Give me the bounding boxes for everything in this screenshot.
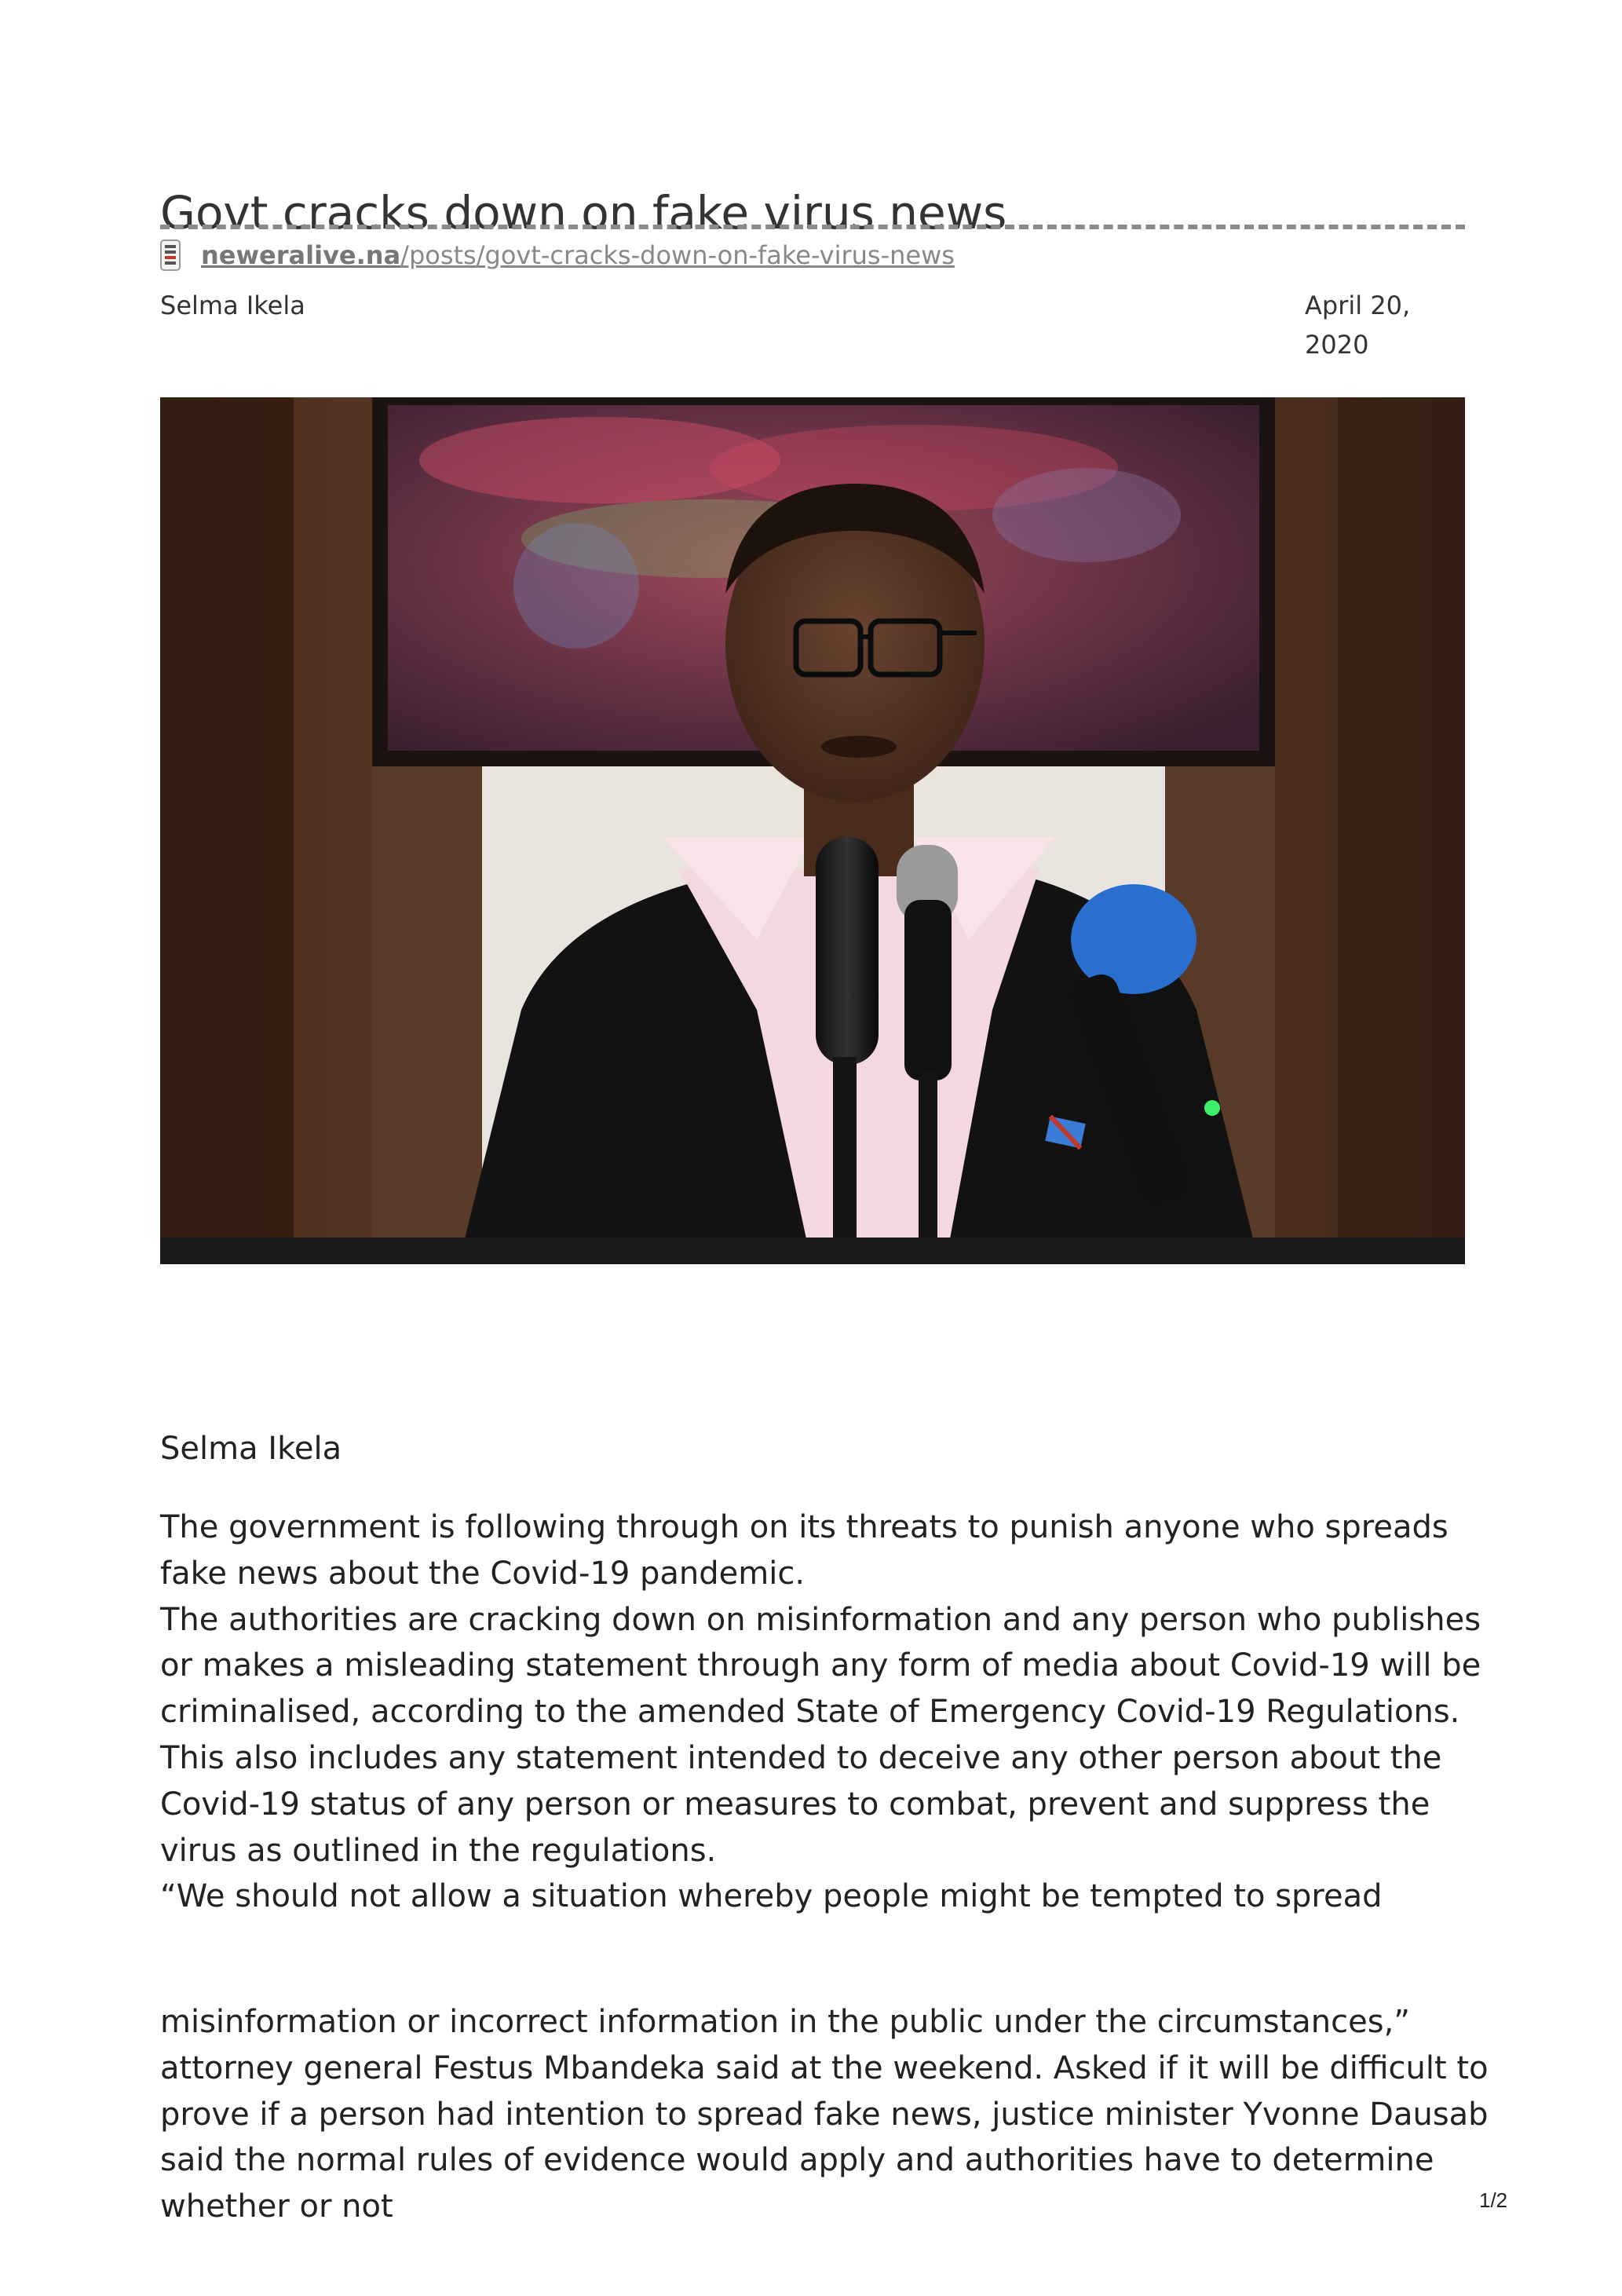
article-body-continuation: [160, 1999, 1495, 2230]
article-paragraph: The government is following through on its threats to punish anyone who spreads fake news about the Covid-19 pandemic.: [160, 1509, 1448, 1592]
byline-date-line1: April 20,: [1305, 291, 1411, 320]
newera-live-favicon-icon: [160, 239, 181, 271]
article-body: [160, 1504, 1495, 1920]
article-title: Govt cracks down on fake virus news: [160, 185, 1007, 239]
title-divider: [160, 225, 1465, 229]
source-url[interactable]: [160, 236, 955, 275]
article-paragraph: “We should not allow a situation whereby people might be tempted to spread: [160, 1878, 1383, 1915]
article-paragraph-continued: misinformation or incorrect information in the public under the circumstances,” attorney general Festus Mbandeka said at the weekend. Asked if it will be difficult to prove if a person had intention to spread fake news, justice minister Yvonne Dausab said the normal rules of evidence would apply and authorities have to determine whether or not: [160, 2004, 1489, 2225]
source-path-link[interactable]: /posts/govt-cracks-down-on-fake-virus-news: [400, 240, 955, 270]
byline-author: Selma Ikela: [160, 291, 305, 320]
source-domain-link[interactable]: neweralive.na: [201, 240, 401, 270]
byline-date-line2: 2020: [1305, 330, 1369, 360]
article-body-author: Selma Ikela: [160, 1431, 342, 1467]
article-paragraph: The authorities are cracking down on misinformation and any person who publishes or makes a misleading statement through any form of media about Covid-19 will be criminalised, according to the amended State of Emergency Covid-19 Regulations.: [160, 1601, 1481, 1731]
press-conference-photo: [160, 397, 1465, 1264]
page-number: 1/2: [1479, 2188, 1508, 2212]
article-paragraph: This also includes any statement intended to deceive any other person about the Covid-19 status of any person or measures to combat, prevent and suppress the virus as outlined in the regulations.: [160, 1739, 1442, 1869]
byline-date: [1305, 286, 1430, 364]
